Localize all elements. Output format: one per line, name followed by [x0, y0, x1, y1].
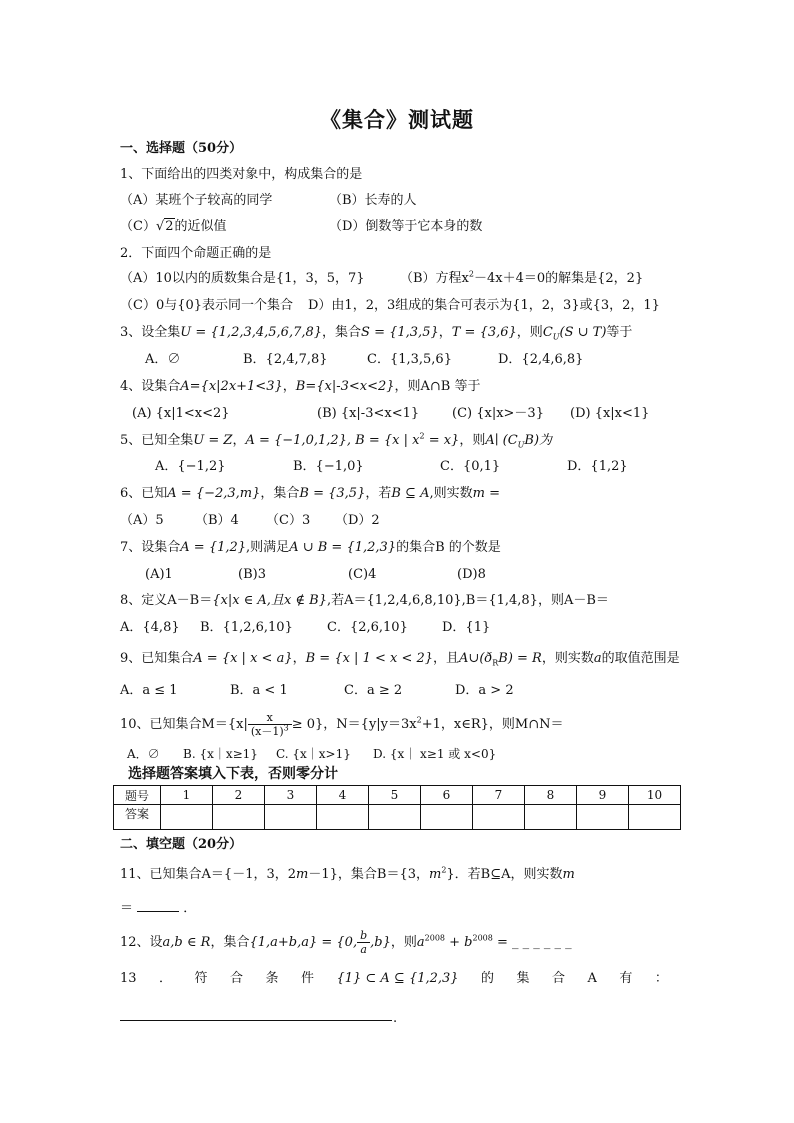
table-header-number: 题号 [114, 786, 161, 805]
q12-stem: 12、设a,b ∈ R，集合{1,a+b,a} = {0, $\frac{b}{a}$ ,b}，则$a^{2008} + b^{2008}$ = _ _ _ _ _ _ [120, 929, 572, 956]
table-cell-number: 4 [317, 786, 369, 805]
answer-cell[interactable] [525, 805, 577, 830]
q9-option-c: C．a ≥ 2 [344, 683, 403, 698]
q9-option-a: A．a ≤ 1 [120, 683, 178, 698]
q8-stem: 8、定义A－B＝{x|x ∈ A,且x ∉ B},若A＝{1,2,4,6,8,10},B＝{1,4,8}，则A－B＝ [120, 593, 609, 608]
table-header-answer: 答案 [114, 805, 161, 830]
answer-cell[interactable] [213, 805, 265, 830]
q10-option-b: B. {x｜x≥1} [183, 747, 258, 761]
q5-option-a: A．{−1,2} [155, 459, 226, 474]
q5-option-b: B．{−1,0} [293, 459, 364, 474]
answer-cell[interactable] [161, 805, 213, 830]
table-row-answers [114, 805, 681, 830]
answer-cell[interactable] [265, 805, 317, 830]
q7-option-b: (B)3 [238, 567, 266, 582]
q2-stem: 2．下面四个命题正确的是 [120, 246, 272, 261]
table-cell-number: 1 [161, 786, 213, 805]
section-choice-heading: 一、选择题（50分） [120, 141, 243, 156]
answer-cell[interactable] [473, 805, 525, 830]
q13-stem: 13 ． 符 合 条 件 {1} ⊂ A ⊆ {1,2,3} 的 集 合 A 有 ： [120, 971, 668, 986]
q2-option-d: D）由1，2，3组成的集合可表示为{1，2，3}或{3，2，1} [308, 298, 660, 313]
q3-option-c: C．{1,3,5,6} [367, 352, 452, 367]
answer-cell[interactable] [577, 805, 629, 830]
answer-cell[interactable] [421, 805, 473, 830]
q10-fraction: $\frac{x}{(x-1)^3}$ [248, 711, 292, 738]
q9-stem: 9、已知集合A = {x | x < a}，B = {x | 1 < x < 2}，且$A\cup(ð_RB) = R$，则实数a的取值范围是 [120, 651, 680, 668]
q1-stem: 1、下面给出的四类对象中，构成集合的是 [120, 167, 363, 182]
q8-option-c: C．{2,6,10} [327, 620, 408, 635]
q9-option-d: D．a > 2 [455, 683, 514, 698]
q1-radicand: 2 [165, 219, 174, 234]
q13-end-mark: . [393, 1011, 398, 1026]
q9-option-b: B．a < 1 [230, 683, 288, 698]
q4-stem: 4、设集合A={x|2x+1<3}，B={x|-3<x<2}，则A∩B 等于 [120, 379, 481, 394]
q8-option-b: B．{1,2,6,10} [200, 620, 293, 635]
q13-answer-line[interactable] [120, 1020, 392, 1021]
q7-stem: 7、设集合A = {1,2},则满足A ∪ B = {1,2,3}的集合B 的个数是 [120, 540, 501, 555]
answer-cell[interactable] [317, 805, 369, 830]
answer-cell[interactable] [369, 805, 421, 830]
section-fill-heading: 二、填空题（20分） [120, 837, 243, 852]
q1-option-a: （A）某班个子较高的同学 [120, 193, 273, 208]
q8-option-a: A．{4,8} [120, 620, 180, 635]
answer-cell[interactable] [629, 805, 681, 830]
q10-option-a: A．∅ [127, 747, 160, 761]
q2-option-a: （A）10以内的质数集合是{1，3，5，7} [120, 271, 365, 286]
table-cell-number: 5 [369, 786, 421, 805]
q4-option-a: (A) {x|1<x<2} [132, 406, 230, 421]
q10-option-c: C. {x｜x>1} [276, 747, 351, 761]
q4-option-c: (C) {x|x>－3} [452, 406, 544, 421]
q4-option-b: (B) {x|-3<x<1} [317, 406, 420, 421]
q5-stem: 5、已知全集U = Z，A = {−1,0,1,2}, B = {x | $x^2 = x$}，则A∣ $(C_UB)$为 [120, 431, 553, 450]
table-cell-number: 8 [525, 786, 577, 805]
q7-option-d: (D)8 [457, 567, 486, 582]
q10-option-d: D. {x｜ x≥1 或 x<0} [373, 747, 497, 761]
table-row-numbers [114, 786, 681, 805]
q11-answer-line: ＝ ． [120, 901, 197, 916]
q6-option-b: （B）4 [195, 513, 239, 528]
q7-option-a: (A)1 [145, 567, 173, 582]
q4-option-d: (D) {x|x<1} [570, 406, 650, 421]
q6-option-d: （D）2 [335, 513, 380, 528]
table-cell-number: 7 [473, 786, 525, 805]
q5-option-c: C．{0,1} [440, 459, 501, 474]
table-cell-number: 2 [213, 786, 265, 805]
q3-stem: 3、设全集U = {1,2,3,4,5,6,7,8}，集合S = {1,3,5}，T = {3,6}，则$C_U(S$ ∪ T)等于 [120, 325, 633, 342]
q11-blank[interactable] [137, 911, 179, 912]
q3-option-d: D．{2,4,6,8} [498, 352, 584, 367]
answer-note: 选择题答案填入下表，否则零分计 [128, 766, 338, 782]
page-title: 《集合》测试题 [320, 107, 474, 132]
q11-stem: 11、已知集合A＝{－1，3，2m－1}，集合B＝{3，$m^2$}．若B⊆A，则实数m [120, 865, 575, 882]
q2-option-b: （B）方程$x^2-4x+4=0$的解集是{2，2} [400, 269, 644, 286]
answer-table [113, 785, 681, 830]
table-cell-number: 6 [421, 786, 473, 805]
q6-stem: 6、已知A = {−2,3,m}，集合B = {3,5}，若B ⊆ A,则实数m = [120, 486, 500, 501]
q10-stem: 10、已知集合M＝{x| $\frac{x}{(x-1)^3}$ ≥ 0}，$N=\{y|y=3x^2+1$，x∈R}，则M∩N＝ [120, 711, 564, 738]
q3-option-a: A．∅ [145, 352, 181, 367]
q6-option-a: （A）5 [120, 513, 164, 528]
q3-option-b: B．{2,4,7,8} [243, 352, 328, 367]
q5-option-d: D．{1,2} [567, 459, 628, 474]
q7-option-c: (C)4 [348, 567, 377, 582]
table-cell-number: 10 [629, 786, 681, 805]
q2-option-c: （C）0与{0}表示同一个集合 [120, 298, 294, 313]
q1-option-c: （C）√2的近似值 [120, 219, 227, 234]
q8-option-d: D．{1} [442, 620, 491, 635]
q1-option-b: （B）长寿的人 [329, 193, 417, 208]
q6-option-c: （C）3 [266, 513, 311, 528]
q12-fraction: $\frac{b}{a}$ [357, 929, 370, 956]
table-cell-number: 3 [265, 786, 317, 805]
q1-option-d: （D）倒数等于它本身的数 [329, 219, 483, 234]
table-cell-number: 9 [577, 786, 629, 805]
